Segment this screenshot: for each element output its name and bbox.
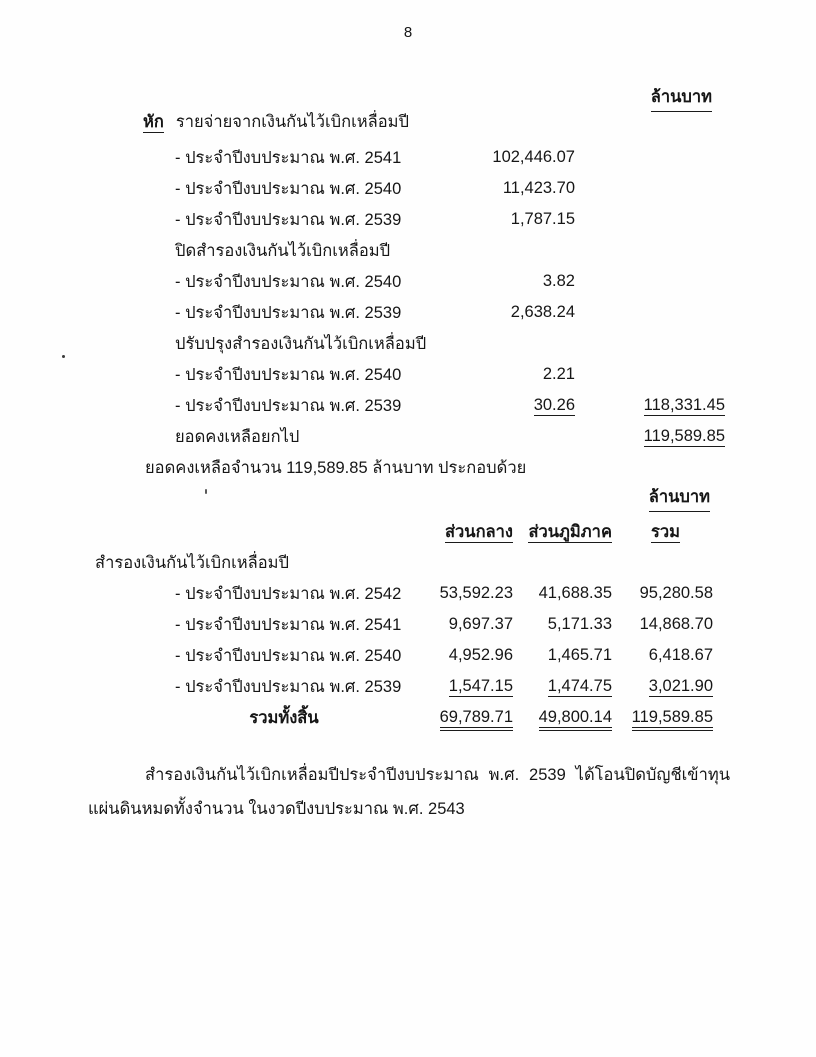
ledger-row: [143, 266, 725, 297]
unit-label-top: ล้านบาท: [651, 84, 712, 112]
row-label: - ประจำปีงบประมาณ พ.ศ. 2539: [175, 210, 402, 229]
ledger-row: [143, 390, 725, 421]
group-label: สำรองเงินกันไว้เบิกเหลื่อมปี: [95, 553, 289, 572]
ledger-row: [143, 173, 725, 204]
amount-col2: 119,589.85: [643, 427, 725, 445]
reserve-table: [95, 516, 713, 733]
amount-col1: 11,423.70: [502, 179, 575, 197]
amount-col1: 102,446.07: [492, 148, 575, 166]
total-value: 6,418.67: [648, 646, 713, 664]
header-central: ส่วนกลาง: [444, 522, 513, 541]
grand-total-label: รวมทั้งสิ้น: [249, 708, 319, 727]
amount-col1: 3.82: [542, 272, 575, 290]
amount-col2: 118,331.45: [643, 396, 725, 414]
header-total: รวม: [650, 522, 680, 541]
row-label: - ประจำปีงบประมาณ พ.ศ. 2539: [175, 303, 402, 322]
lead-text: รายจ่ายจากเงินกันไว้เบิกเหลื่อมปี: [175, 112, 409, 131]
regional-value: 5,171.33: [547, 615, 612, 633]
ledger-row: [143, 204, 725, 235]
grand-total-value: 119,589.85: [618, 708, 713, 727]
table-row: [95, 671, 713, 702]
page-number: 8: [403, 24, 413, 41]
scan-artifact-dot: [62, 355, 65, 358]
total-value: 95,280.58: [639, 584, 713, 602]
ledger-row: [143, 142, 725, 173]
unit-label-table: ล้านบาท: [649, 484, 710, 512]
scan-artifact-dot: [205, 489, 207, 494]
row-label: - ประจำปีงบประมาณ พ.ศ. 2540: [175, 272, 402, 291]
table-group-row: [95, 547, 713, 578]
balance-label: ยอดคงเหลือยกไป: [175, 427, 300, 446]
ledger-row: [143, 359, 725, 390]
row-label: - ประจำปีงบประมาณ พ.ศ. 2540: [175, 646, 402, 665]
balance-summary-line: ยอดคงเหลือจำนวน 119,589.85 ล้านบาท ประกอบด้วย: [145, 459, 527, 477]
regional-value: 1,474.75: [547, 677, 612, 695]
table-grand-total-row: [95, 702, 713, 733]
row-label: - ประจำปีงบประมาณ พ.ศ. 2539: [175, 677, 402, 696]
lead-label: [143, 109, 725, 135]
total-value: 3,021.90: [648, 677, 713, 695]
ledger-balance-row: [143, 421, 725, 452]
table-row: [95, 609, 713, 640]
amount-col1: 2,638.24: [510, 303, 575, 321]
deductions-ledger: [143, 106, 725, 452]
ledger-subheader: [143, 235, 725, 266]
table-header-row: [95, 516, 713, 547]
regional-value: 41,688.35: [538, 584, 612, 602]
total-value: 14,868.70: [639, 615, 713, 633]
regional-value: 1,465.71: [547, 646, 612, 664]
central-value: 1,547.15: [448, 677, 513, 695]
row-label: - ประจำปีงบประมาณ พ.ศ. 2540: [175, 179, 402, 198]
row-label: - ประจำปีงบประมาณ พ.ศ. 2539: [175, 396, 402, 415]
row-label: - ประจำปีงบประมาณ พ.ศ. 2540: [175, 365, 402, 384]
amount-col1: 30.26: [533, 396, 575, 414]
subheader-label: ปรับปรุงสำรองเงินกันไว้เบิกเหลื่อมปี: [175, 334, 427, 353]
header-regional: ส่วนภูมิภาค: [528, 522, 612, 541]
amount-col1: 1,787.15: [510, 210, 575, 228]
row-label: - ประจำปีงบประมาณ พ.ศ. 2541: [175, 615, 402, 634]
ledger-lead-row: [143, 106, 725, 137]
table-row: [95, 640, 713, 671]
central-value: 4,952.96: [448, 646, 513, 664]
table-row: [95, 578, 713, 609]
closing-note-paragraph: สำรองเงินกันไว้เบิกเหลื่อมปีประจำปีงบประมาณ พ.ศ. 2539 ได้โอนปิดบัญชีเข้าทุนแผ่นดินหมดทั้งจำนวน ในงวดปีงบประมาณ พ.ศ. 2543: [88, 766, 730, 818]
lead-keyword: หัก: [143, 112, 164, 131]
central-total: 69,789.71: [418, 708, 513, 727]
subheader-label: ปิดสำรองเงินกันไว้เบิกเหลื่อมปี: [175, 241, 391, 260]
ledger-subheader: [143, 328, 725, 359]
central-value: 9,697.37: [448, 615, 513, 633]
row-label: - ประจำปีงบประมาณ พ.ศ. 2541: [175, 148, 402, 167]
ledger-row: [143, 297, 725, 328]
row-label: - ประจำปีงบประมาณ พ.ศ. 2542: [175, 584, 402, 603]
amount-col1: 2.21: [542, 365, 575, 383]
regional-total: 49,800.14: [517, 708, 612, 727]
central-value: 53,592.23: [439, 584, 513, 602]
